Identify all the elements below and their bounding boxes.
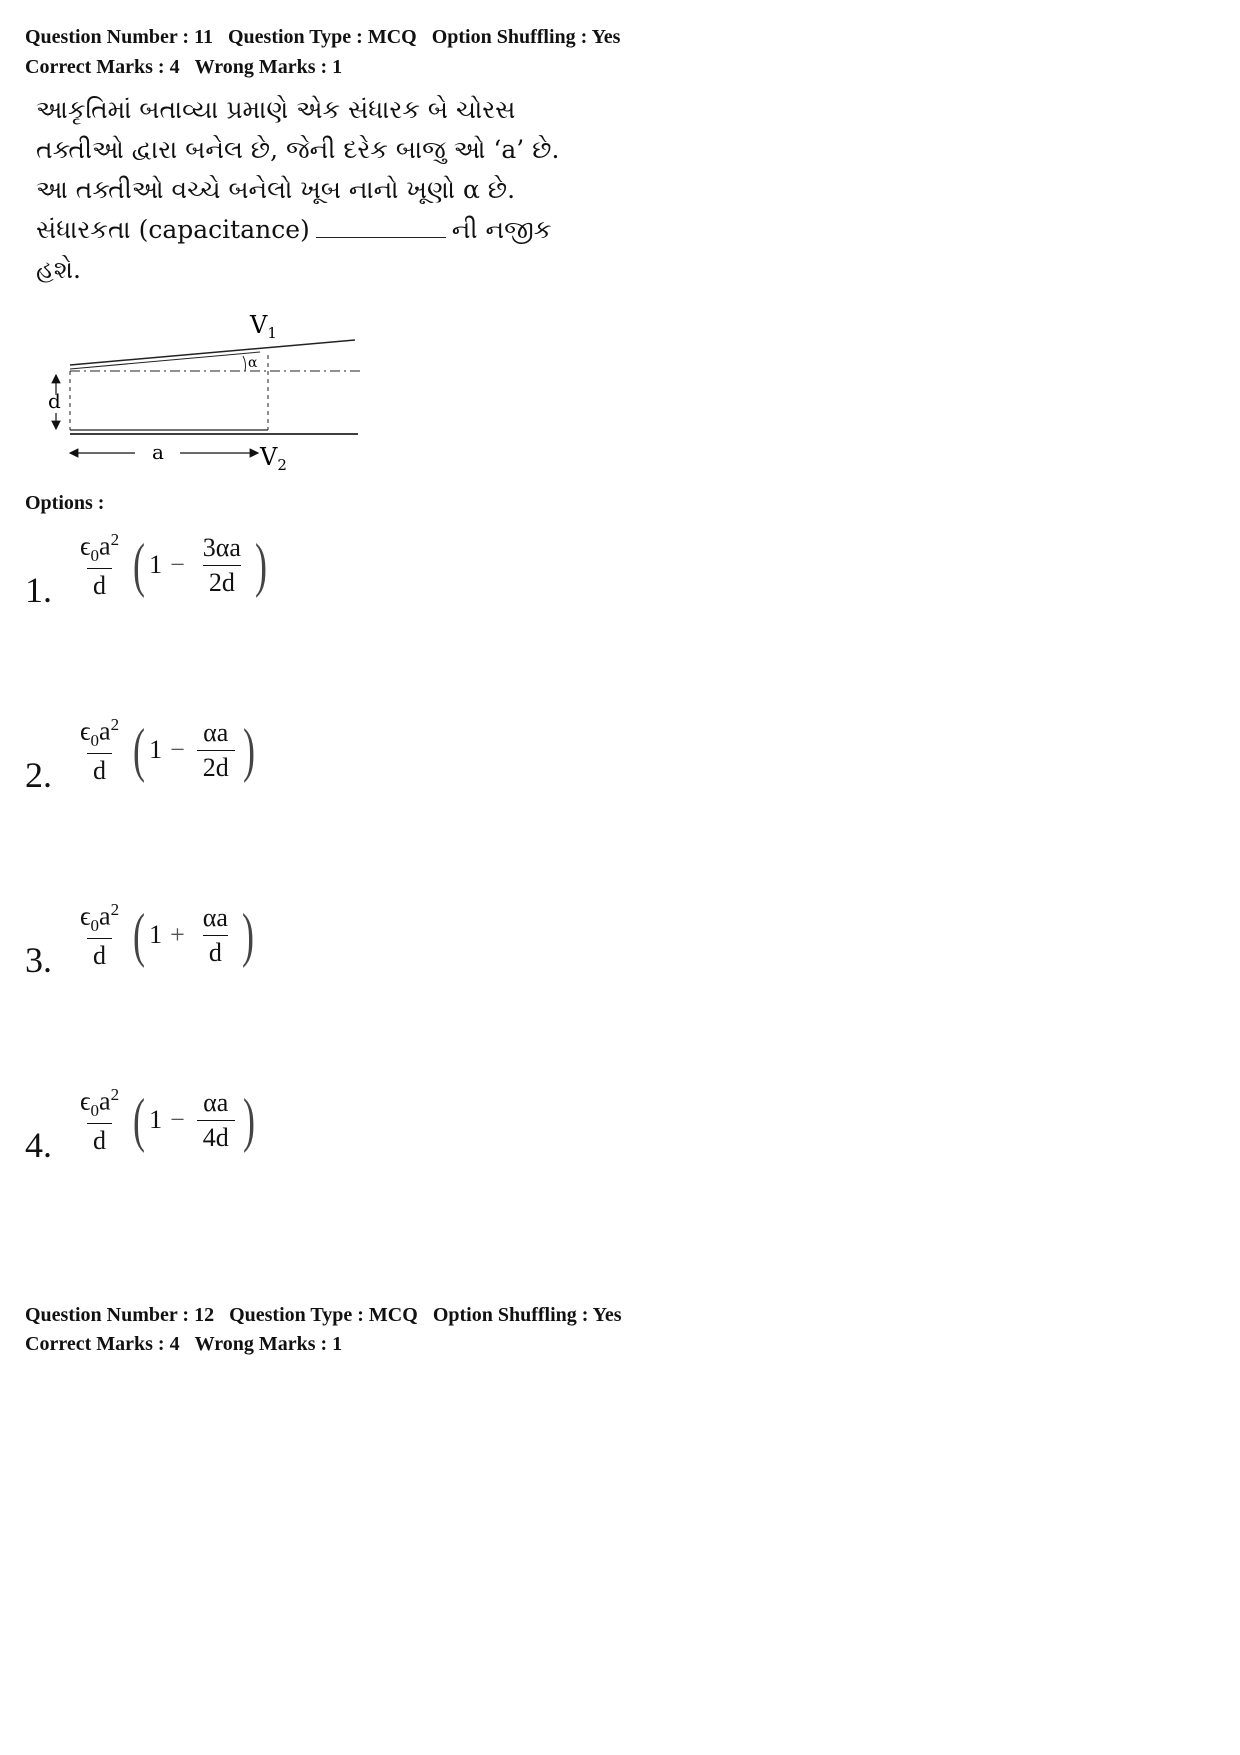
inner-fraction: $\frac{3\alpha a}{2d}$: [202, 532, 241, 597]
wrong-marks: Wrong Marks : 1: [194, 56, 343, 78]
option-expression: $\frac{\epsilon_0a^2}{d}$ ( 1 − $\frac{3\alpha a}{2d}$ ): [70, 530, 271, 601]
correct-marks: Correct Marks : 4: [25, 1333, 180, 1355]
v1-label: $V_1$: [250, 311, 277, 342]
answer-blank: [316, 215, 446, 238]
option-number: 4.: [25, 1125, 52, 1165]
question-line: તક્તીઓ દ્વારા બનેલ છે, જેની દરેક બાજુ ઓ ‘a’ છે.: [36, 135, 560, 164]
question-type: Question Type : MCQ: [227, 26, 417, 48]
question-number: Question Number : 11: [25, 26, 213, 48]
outer-fraction: $\frac{\epsilon_0a^2}{d}$: [80, 530, 120, 600]
question-line: હશે.: [36, 255, 81, 284]
question-line-part: ની નજીક: [451, 215, 552, 244]
outer-fraction: $\frac{\epsilon_0a^2}{d}$: [80, 1085, 120, 1155]
d-label: d: [48, 389, 61, 413]
v2-label: $V_2$: [260, 443, 287, 474]
q11-header-line2: [25, 52, 342, 82]
option-shuffling: Option Shuffling : Yes: [431, 26, 621, 48]
question-line-part: સંધારકતા (capacitance): [36, 215, 310, 244]
options-title: Options :: [25, 492, 105, 514]
option-expression: $\frac{\epsilon_0a^2}{d}$ ( 1 − $\frac{\alpha a}{2d}$ ): [70, 715, 259, 786]
option-number: 3.: [25, 940, 52, 980]
inner-fraction: $\frac{\alpha a}{2d}$: [197, 718, 235, 783]
option-number: 1.: [25, 570, 52, 610]
question-number: Question Number : 12: [25, 1304, 215, 1326]
outer-fraction: $\frac{\epsilon_0a^2}{d}$: [80, 900, 120, 970]
question-line: આ તક્તીઓ વચ્ચે બનેલો ખૂબ નાનો ખૂણો α છે.: [36, 175, 516, 204]
a-label: a: [152, 440, 164, 464]
upper-plate: [70, 340, 355, 365]
alpha-label: α: [248, 355, 258, 371]
wrong-marks: Wrong Marks : 1: [194, 1333, 343, 1355]
inner-fraction: $\frac{\alpha a}{d}$: [202, 902, 228, 967]
option-expression: $\frac{\epsilon_0a^2}{d}$ ( 1 − $\frac{\alpha a}{4d}$ ): [70, 1085, 259, 1156]
upper-plate-edge: [70, 352, 260, 369]
correct-marks: Correct Marks : 4: [25, 56, 180, 78]
q12-header-line1: [25, 1300, 622, 1330]
outer-fraction: $\frac{\epsilon_0a^2}{d}$: [80, 715, 120, 785]
question-text: [36, 90, 560, 290]
angle-arc: [243, 356, 246, 371]
capacitor-diagram: [40, 305, 380, 480]
inner-fraction: $\frac{\alpha a}{4d}$: [197, 1088, 235, 1153]
option-expression: $\frac{\epsilon_0a^2}{d}$ ( 1 + $\frac{\alpha a}{d}$ ): [70, 900, 258, 971]
q12-header-line2: [25, 1329, 342, 1359]
question-line: આકૃતિમાં બતાવ્યા પ્રમાણે એક સંધારક બે ચોરસ: [36, 95, 516, 124]
option-shuffling: Option Shuffling : Yes: [432, 1304, 622, 1326]
option-number: 2.: [25, 755, 52, 795]
q11-header-line1: [25, 22, 620, 52]
question-line: [36, 210, 556, 250]
question-type: Question Type : MCQ: [229, 1304, 418, 1326]
